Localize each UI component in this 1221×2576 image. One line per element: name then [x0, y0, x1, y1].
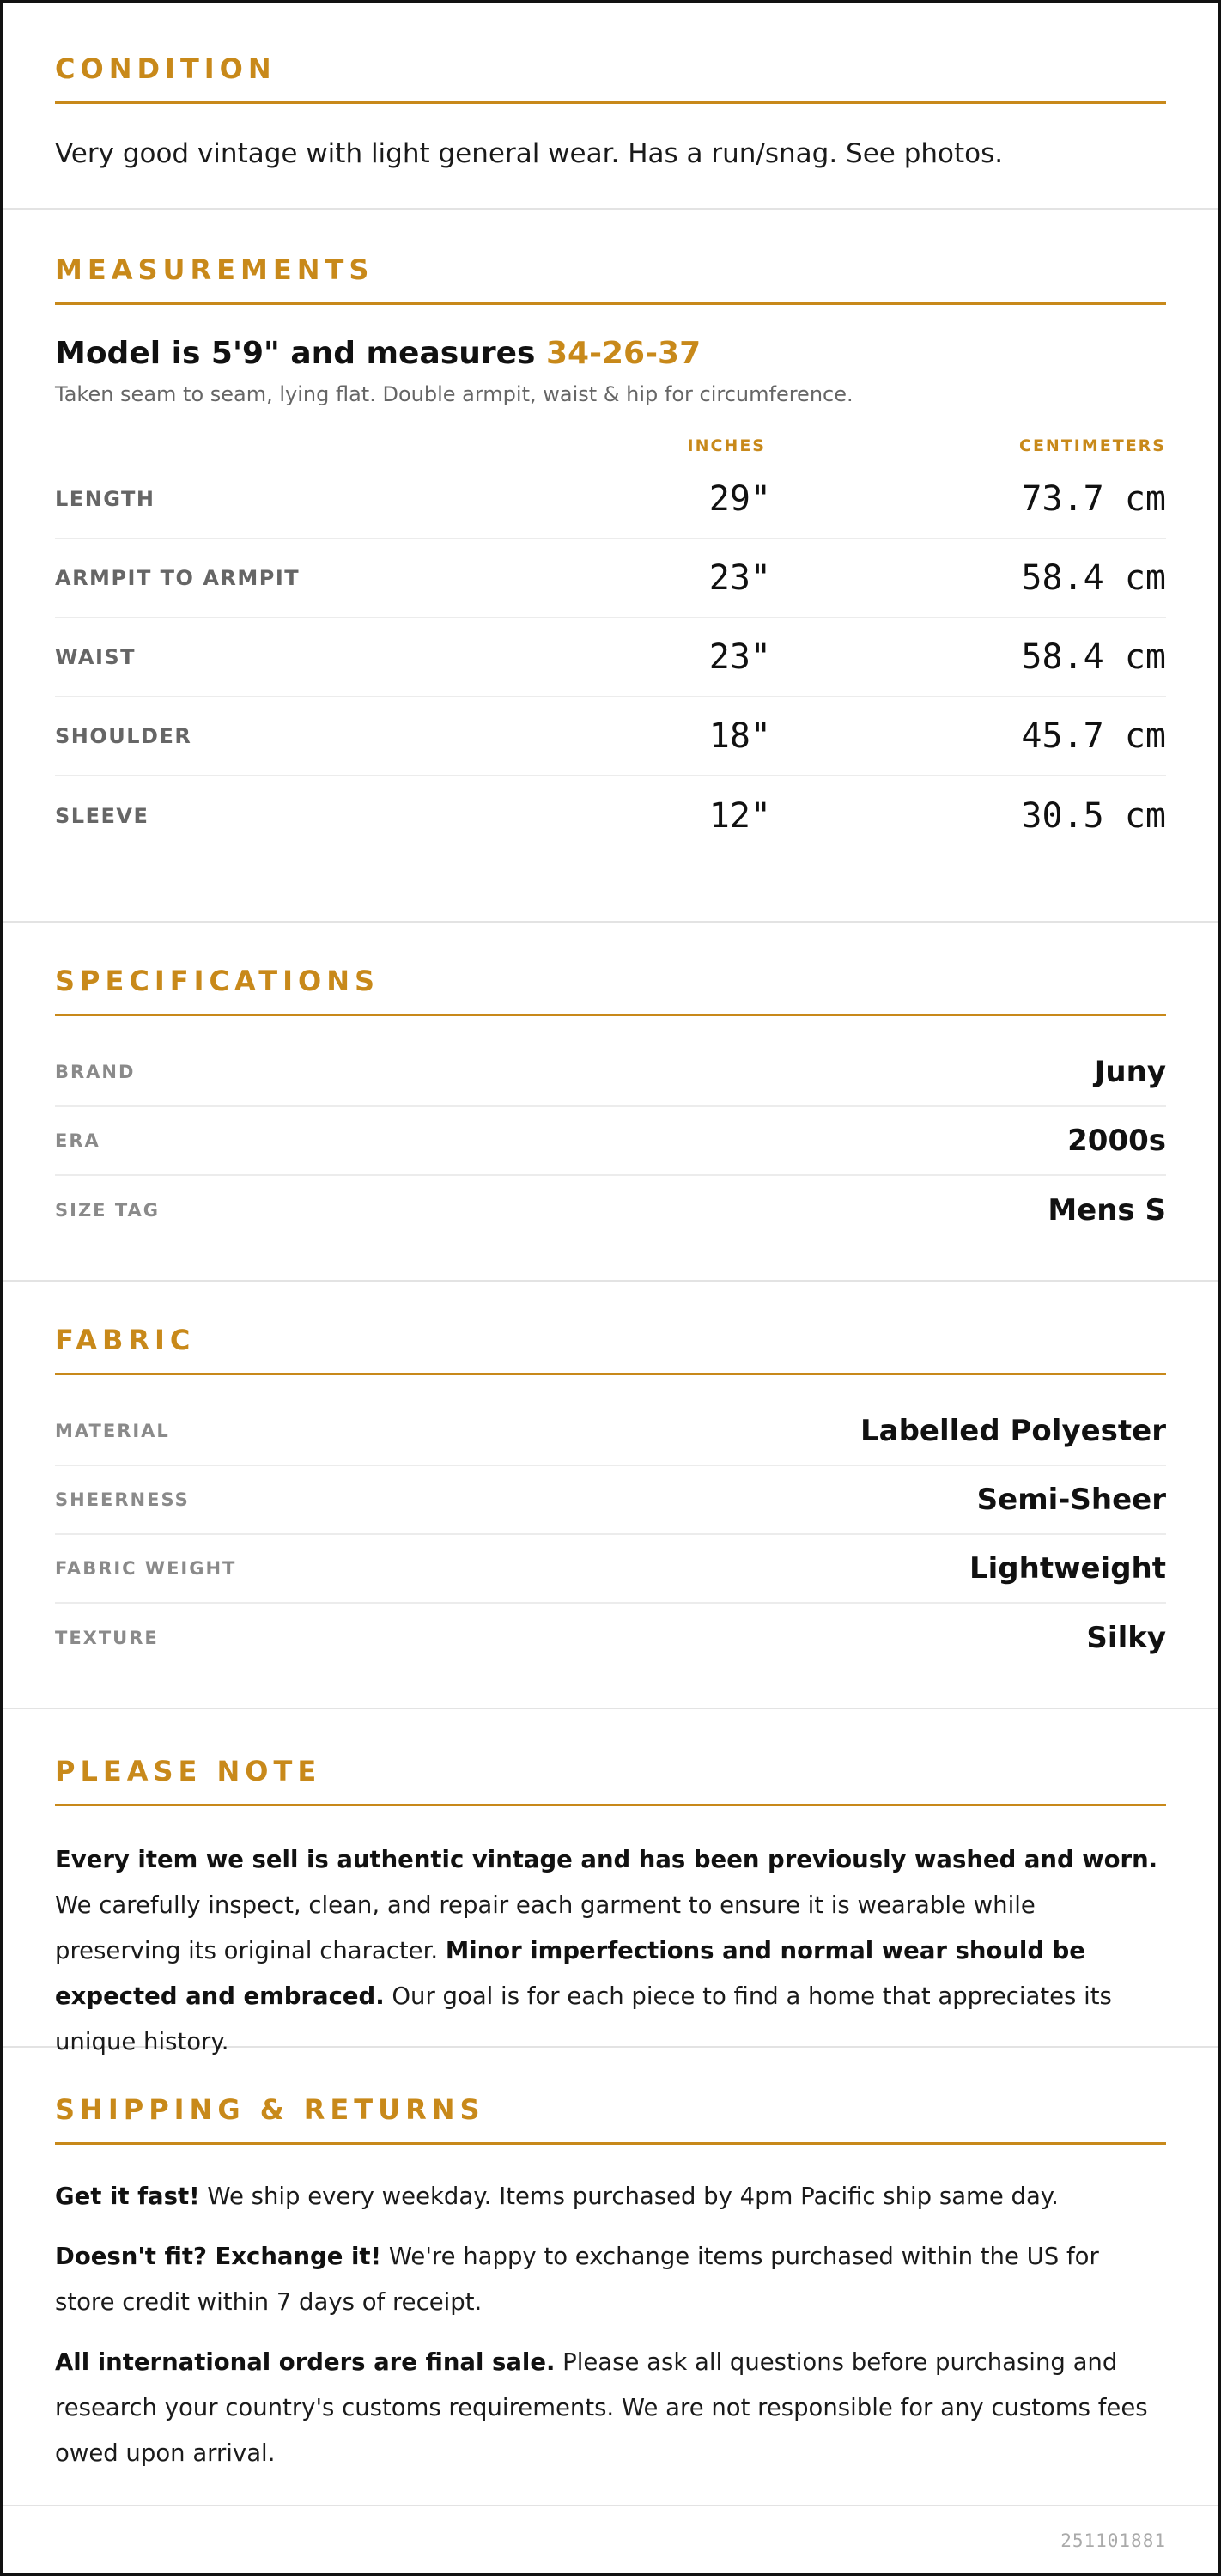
- fabric-value: Labelled Polyester: [860, 1414, 1166, 1448]
- spec-label: ERA: [55, 1130, 100, 1151]
- spec-value: 2000s: [1067, 1124, 1166, 1158]
- fabric-row-sheerness: [55, 1466, 1166, 1535]
- specifications-section: [3, 923, 1218, 1282]
- condition-heading: CONDITION: [55, 55, 1166, 104]
- measurement-label: SLEEVE: [55, 803, 149, 828]
- shipping-paragraph-fast: [55, 2174, 1166, 2220]
- spec-value: Mens S: [1048, 1193, 1166, 1227]
- fabric-row-material: [55, 1398, 1166, 1466]
- inches-column-header: INCHES: [687, 435, 766, 455]
- measurements-section: [3, 210, 1218, 923]
- measurement-note: Taken seam to seam, lying flat. Double armpit, waist & hip for circumference.: [55, 382, 853, 407]
- measurement-label: SHOULDER: [55, 723, 192, 748]
- fabric-row-weight: [55, 1535, 1166, 1604]
- centimeters-column-header: CENTIMETERS: [1019, 435, 1166, 455]
- model-measures-line: [55, 336, 1166, 371]
- fabric-label: MATERIAL: [55, 1421, 170, 1441]
- fabric-heading: FABRIC: [55, 1326, 1166, 1375]
- measurement-inches: 18": [708, 716, 771, 756]
- specifications-list: [55, 1038, 1166, 1245]
- note-text-2: Our goal is for each piece to find a home that appreciates its unique history.: [55, 1982, 1112, 2055]
- spec-value: Juny: [1094, 1055, 1166, 1089]
- measurement-label: ARMPIT TO ARMPIT: [55, 565, 301, 590]
- spec-row-brand: [55, 1038, 1166, 1107]
- fabric-list: [55, 1398, 1166, 1672]
- measurement-label: LENGTH: [55, 486, 155, 511]
- fabric-label: FABRIC WEIGHT: [55, 1558, 237, 1579]
- shipping-text: Please ask all questions before purchasing and research your country's customs requirements. We are not responsible for any customs fees owed upon arrival.: [55, 2348, 1148, 2467]
- fabric-label: SHEERNESS: [55, 1489, 190, 1510]
- please-note-heading: PLEASE NOTE: [55, 1757, 1166, 1806]
- fabric-value: Silky: [1086, 1621, 1166, 1655]
- condition-section: [3, 3, 1218, 210]
- shipping-paragraph-exchange: [55, 2234, 1166, 2325]
- sku-number: 251101881: [1060, 2530, 1166, 2551]
- shipping-bold: Doesn't fit? Exchange it!: [55, 2243, 382, 2270]
- measurement-inches: 23": [708, 557, 771, 598]
- measurement-cm: 73.7 cm: [1021, 478, 1166, 519]
- shipping-bold: Get it fast!: [55, 2183, 200, 2210]
- please-note-section: [3, 1709, 1218, 2055]
- fabric-row-texture: [55, 1604, 1166, 1672]
- model-measures-value: 34-26-37: [545, 336, 702, 371]
- measurement-row-length: [55, 460, 1166, 539]
- spec-label: BRAND: [55, 1062, 136, 1082]
- note-bold-1: Every item we sell is authentic vintage and has been previously washed and worn.: [55, 1846, 1158, 1873]
- spec-row-size-tag: [55, 1176, 1166, 1245]
- fabric-value: Lightweight: [969, 1551, 1166, 1586]
- measurement-cm: 30.5 cm: [1021, 795, 1166, 836]
- measurement-row-armpit: [55, 539, 1166, 618]
- measurement-label: WAIST: [55, 644, 137, 669]
- fabric-value: Semi-Sheer: [976, 1483, 1166, 1517]
- measurement-cm: 58.4 cm: [1021, 557, 1166, 598]
- please-note-text: [55, 1837, 1166, 2065]
- measurement-cm: 45.7 cm: [1021, 716, 1166, 756]
- fabric-section: [3, 1282, 1218, 1709]
- measurements-heading: MEASUREMENTS: [55, 256, 1166, 305]
- specifications-heading: SPECIFICATIONS: [55, 967, 1166, 1016]
- measurement-table: [55, 460, 1166, 856]
- condition-text: Very good vintage with light general wear. Has a run/snag. See photos.: [55, 138, 1004, 169]
- shipping-paragraph-international: [55, 2340, 1166, 2476]
- measurement-inches: 23": [708, 636, 771, 677]
- shipping-text: We're happy to exchange items purchased within the US for store credit within 7 days of receipt.: [55, 2243, 1099, 2316]
- footer: [3, 2506, 1218, 2575]
- note-text-1: We carefully inspect, clean, and repair each garment to ensure it is wearable while preserving its original character.: [55, 1891, 1036, 1964]
- shipping-returns-heading: SHIPPING & RETURNS: [55, 2096, 1166, 2145]
- spec-label: SIZE TAG: [55, 1200, 161, 1221]
- spec-row-era: [55, 1107, 1166, 1176]
- shipping-text: We ship every weekday. Items purchased by 4pm Pacific ship same day.: [199, 2183, 1059, 2210]
- measurement-row-waist: [55, 618, 1166, 697]
- measurement-inches: 12": [708, 795, 771, 836]
- fabric-label: TEXTURE: [55, 1628, 159, 1648]
- shipping-returns-section: [3, 2048, 1218, 2506]
- measurement-inches: 29": [708, 478, 771, 519]
- measurement-row-shoulder: [55, 697, 1166, 776]
- measurement-row-sleeve: [55, 776, 1166, 856]
- measurement-cm: 58.4 cm: [1021, 636, 1166, 677]
- model-measures-prefix: Model is 5'9" and measures: [55, 336, 546, 371]
- note-bold-2: Minor imperfections and normal wear should be expected and embraced.: [55, 1937, 1085, 2010]
- measurement-table-header: [55, 431, 1166, 460]
- shipping-bold: All international orders are final sale.: [55, 2348, 556, 2376]
